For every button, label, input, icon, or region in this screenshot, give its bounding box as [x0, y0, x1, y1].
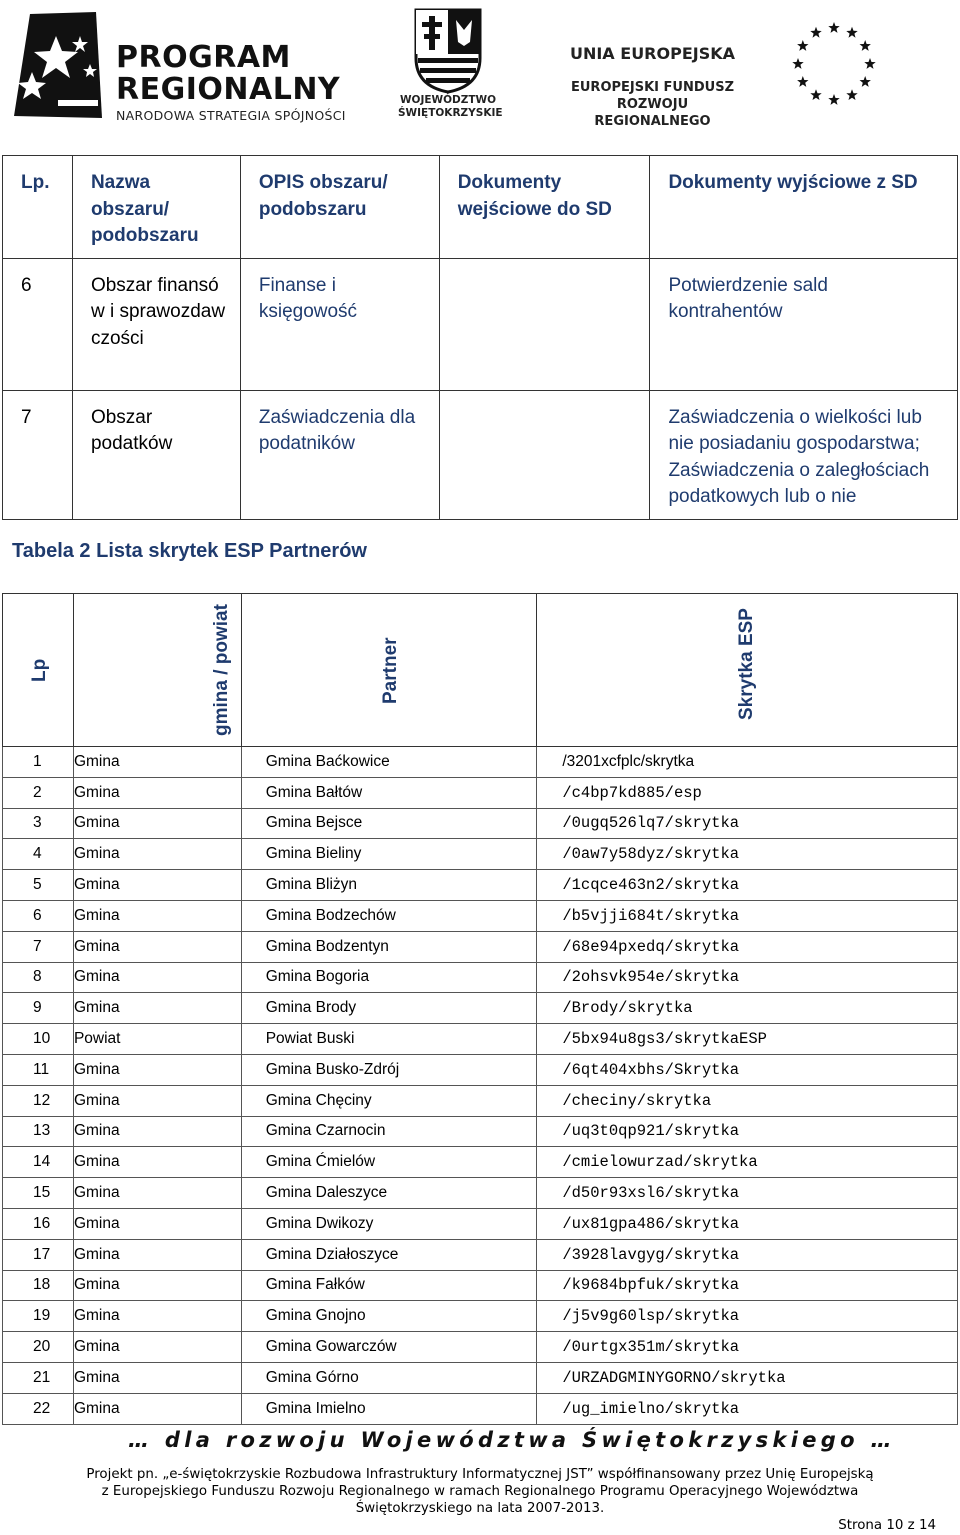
- cell-partner: Gmina Ćmielów: [241, 1147, 537, 1178]
- header-wejsciowe: Dokumenty wejściowe do SD: [439, 156, 650, 259]
- cell-partner: Gmina Górno: [241, 1362, 537, 1393]
- cell-skrytka: /d50r93xsl6/skrytka: [537, 1178, 958, 1209]
- program-regionalny-mark-icon: [10, 6, 110, 124]
- cell-skrytka: /k9684bpfuk/skrytka: [537, 1270, 958, 1301]
- cell-partner: Powiat Buski: [241, 1024, 537, 1055]
- eu-logo-line3: ROZWOJU REGIONALNEGO: [594, 97, 711, 129]
- esp-table-row: [3, 1208, 958, 1239]
- cell-gmina-powiat: Gmina: [73, 870, 241, 901]
- page-number: Strona 10 z 14: [838, 1518, 936, 1533]
- cell-partner: Gmina Fałków: [241, 1270, 537, 1301]
- esp-table-row: [3, 839, 958, 870]
- cell-lp: 19: [3, 1301, 74, 1332]
- esp-table-row: [3, 1054, 958, 1085]
- esp-table-row: [3, 1147, 958, 1178]
- esp-table-row: [3, 1301, 958, 1332]
- cell-gmina-powiat: Gmina: [73, 1301, 241, 1332]
- header-skrytka-label: Skrytka ESP: [736, 608, 758, 720]
- esp-table-row: [3, 1239, 958, 1270]
- cell-skrytka: /6qt404xbhs/Skrytka: [537, 1054, 958, 1085]
- cell-skrytka: /ux81gpa486/skrytka: [537, 1208, 958, 1239]
- cell-skrytka: /3928lavgyg/skrytka: [537, 1239, 958, 1270]
- cell-gmina-powiat: Gmina: [73, 993, 241, 1024]
- cell-gmina-powiat: Gmina: [73, 777, 241, 808]
- cell-partner: Gmina Daleszyce: [241, 1178, 537, 1209]
- footer-note-line1: Projekt pn. „e-świętokrzyskie Rozbudowa Infrastruktury Informatycznej JST” współfinansowany przez Unię Europejską: [86, 1467, 874, 1482]
- header-wyjsciowe: Dokumenty wyjściowe z SD: [650, 156, 958, 259]
- cell-gmina-powiat: Gmina: [73, 931, 241, 962]
- cell-partner: Gmina Busko-Zdrój: [241, 1054, 537, 1085]
- cell-partner: Gmina Działoszyce: [241, 1239, 537, 1270]
- cell-lp: 12: [3, 1085, 74, 1116]
- cell-skrytka: /j5v9g60lsp/skrytka: [537, 1301, 958, 1332]
- cell-lp: 20: [3, 1332, 74, 1363]
- cell-wyjsciowe: Zaświadczenia o wielkości lub nie posiadaniu gospodarstwa; Zaświadczenia o zaległościach podatkowych lub o nie: [650, 390, 958, 519]
- cell-lp: 18: [3, 1270, 74, 1301]
- crest-text-line1: WOJEWÓDZTWO: [399, 94, 497, 106]
- esp-table: [2, 593, 958, 1425]
- esp-table-row: [3, 1178, 958, 1209]
- esp-table-row: [3, 1332, 958, 1363]
- cell-skrytka: /0urtgx351m/skrytka: [537, 1332, 958, 1363]
- cell-partner: Gmina Bodzentyn: [241, 931, 537, 962]
- cell-skrytka: /0ugq526lq7/skrytka: [537, 808, 958, 839]
- esp-table-row: [3, 1085, 958, 1116]
- header-lp-label: Lp: [29, 658, 50, 682]
- program-logo-line3: NARODOWA STRATEGIA SPÓJNOŚCI: [116, 108, 346, 123]
- esp-table-header-row: [3, 594, 958, 747]
- cell-partner: Gmina Gowarczów: [241, 1332, 537, 1363]
- cell-skrytka: /3201xcfplc/skrytka: [537, 747, 958, 778]
- cell-lp: 15: [3, 1178, 74, 1209]
- cell-partner: Gmina Bejsce: [241, 808, 537, 839]
- cell-lp: 7: [3, 931, 74, 962]
- cell-gmina-powiat: Gmina: [73, 1178, 241, 1209]
- cell-gmina-powiat: Gmina: [73, 747, 241, 778]
- esp-table-row: [3, 808, 958, 839]
- cell-lp: 9: [3, 993, 74, 1024]
- cell-nazwa: [72, 258, 240, 390]
- eu-flag-icon: [750, 18, 930, 118]
- header-gmina-powiat: [73, 594, 241, 747]
- cell-gmina-powiat: Gmina: [73, 1147, 241, 1178]
- esp-table-row: [3, 1024, 958, 1055]
- cell-gmina-powiat: Gmina: [73, 1393, 241, 1424]
- crest-text-line2: ŚWIĘTOKRZYSKIE: [398, 107, 503, 119]
- cell-wyjsciowe: Potwierdzenie sald kontrahentów: [650, 258, 958, 390]
- cell-partner: Gmina Gnojno: [241, 1301, 537, 1332]
- cell-lp: 21: [3, 1362, 74, 1393]
- header-partner-label: Partner: [379, 637, 401, 704]
- cell-gmina-powiat: Gmina: [73, 962, 241, 993]
- cell-skrytka: /0aw7y58dyz/skrytka: [537, 839, 958, 870]
- program-logo-line1: PROGRAM: [116, 40, 291, 75]
- esp-table-body: [3, 747, 958, 1425]
- cell-lp: 5: [3, 870, 74, 901]
- areas-table: [2, 155, 958, 520]
- esp-table-row: [3, 1362, 958, 1393]
- cell-skrytka: /ug_imielno/skrytka: [537, 1393, 958, 1424]
- header-skrytka: [537, 594, 958, 747]
- cell-partner: Gmina Bogoria: [241, 962, 537, 993]
- crest-icon: [412, 6, 484, 94]
- header-lp: Lp.: [3, 156, 73, 259]
- cell-lp: 10: [3, 1024, 74, 1055]
- cell-skrytka: /uq3t0qp921/skrytka: [537, 1116, 958, 1147]
- cell-nazwa: Obszar podatków: [72, 390, 240, 519]
- cell-nazwa-text: Obszar finansów i sprawozdawczości: [90, 274, 226, 349]
- cell-lp: 6: [3, 900, 74, 931]
- cell-partner: Gmina Bodzechów: [241, 900, 537, 931]
- cell-lp: 14: [3, 1147, 74, 1178]
- esp-table-row: [3, 962, 958, 993]
- cell-lp: 17: [3, 1239, 74, 1270]
- cell-skrytka: /2ohsvk954e/skrytka: [537, 962, 958, 993]
- cell-lp: 16: [3, 1208, 74, 1239]
- cell-gmina-powiat: Gmina: [73, 1208, 241, 1239]
- cell-lp: 22: [3, 1393, 74, 1424]
- areas-table-row: [3, 258, 958, 390]
- esp-table-row: [3, 1393, 958, 1424]
- cell-skrytka: /c4bp7kd885/esp: [537, 777, 958, 808]
- program-regionalny-logo: [10, 6, 370, 124]
- cell-skrytka: /b5vjji684t/skrytka: [537, 900, 958, 931]
- header-nazwa: Nazwa obszaru/ podobszaru: [72, 156, 240, 259]
- areas-table-row: [3, 390, 958, 519]
- eu-logo: [560, 18, 950, 128]
- cell-gmina-powiat: Powiat: [73, 1024, 241, 1055]
- cell-gmina-powiat: Gmina: [73, 1116, 241, 1147]
- cell-gmina-powiat: Gmina: [73, 1054, 241, 1085]
- cell-partner: Gmina Bałtów: [241, 777, 537, 808]
- cell-partner: Gmina Bliżyn: [241, 870, 537, 901]
- cell-opis: Finanse i księgowość: [240, 258, 439, 390]
- cell-opis: Zaświadczenia dla podatników: [240, 390, 439, 519]
- cell-lp: 2: [3, 777, 74, 808]
- cell-lp: 7: [3, 390, 73, 519]
- esp-table-row: [3, 1270, 958, 1301]
- cell-gmina-powiat: Gmina: [73, 1239, 241, 1270]
- cell-wejsciowe: [439, 390, 650, 519]
- cell-skrytka: /1cqce463n2/skrytka: [537, 870, 958, 901]
- cell-skrytka: /URZADGMINYGORNO/skrytka: [537, 1362, 958, 1393]
- eu-logo-line2: EUROPEJSKI FUNDUSZ: [571, 80, 734, 95]
- wojewodztwo-crest-logo: [398, 6, 503, 124]
- footer-note: [0, 1466, 960, 1517]
- cell-partner: Gmina Czarnocin: [241, 1116, 537, 1147]
- esp-table-row: [3, 993, 958, 1024]
- cell-gmina-powiat: Gmina: [73, 1362, 241, 1393]
- cell-lp: 13: [3, 1116, 74, 1147]
- footer-note-line3: Świętokrzyskiego na lata 2007-2013.: [355, 1501, 605, 1516]
- cell-gmina-powiat: Gmina: [73, 808, 241, 839]
- cell-partner: Gmina Chęciny: [241, 1085, 537, 1116]
- cell-lp: 8: [3, 962, 74, 993]
- esp-table-row: [3, 1116, 958, 1147]
- cell-partner: Gmina Bieliny: [241, 839, 537, 870]
- areas-table-header-row: [3, 156, 958, 259]
- esp-table-row: [3, 900, 958, 931]
- cell-gmina-powiat: Gmina: [73, 1332, 241, 1363]
- cell-skrytka: /68e94pxedq/skrytka: [537, 931, 958, 962]
- cell-lp: 1: [3, 747, 74, 778]
- cell-partner: Gmina Brody: [241, 993, 537, 1024]
- cell-lp: 4: [3, 839, 74, 870]
- cell-gmina-powiat: Gmina: [73, 1270, 241, 1301]
- esp-table-row: [3, 931, 958, 962]
- cell-partner: Gmina Dwikozy: [241, 1208, 537, 1239]
- esp-table-row: [3, 777, 958, 808]
- eu-logo-line1: UNIA EUROPEJSKA: [569, 44, 736, 63]
- cell-skrytka: /cmielowurzad/skrytka: [537, 1147, 958, 1178]
- cell-lp: 6: [3, 258, 73, 390]
- esp-table-row: [3, 870, 958, 901]
- cell-skrytka: /5bx94u8gs3/skrytkaESP: [537, 1024, 958, 1055]
- cell-gmina-powiat: Gmina: [73, 900, 241, 931]
- cell-gmina-powiat: Gmina: [73, 839, 241, 870]
- header-opis: OPIS obszaru/ podobszaru: [240, 156, 439, 259]
- cell-wejsciowe: [439, 258, 650, 390]
- cell-partner: Gmina Baćkowice: [241, 747, 537, 778]
- program-logo-line2: REGIONALNY: [116, 72, 341, 107]
- cell-lp: 3: [3, 808, 74, 839]
- cell-gmina-powiat: Gmina: [73, 1085, 241, 1116]
- header-gmina-powiat-label: gmina / powiat: [210, 604, 232, 736]
- table-caption: Tabela 2 Lista skrytek ESP Partnerów: [12, 540, 367, 562]
- header-lp: [3, 594, 74, 747]
- header-partner: [241, 594, 537, 747]
- cell-skrytka: /checiny/skrytka: [537, 1085, 958, 1116]
- cell-lp: 11: [3, 1054, 74, 1085]
- cell-partner: Gmina Imielno: [241, 1393, 537, 1424]
- footer-note-line2: z Europejskiego Funduszu Rozwoju Regionalnego w ramach Regionalnego Programu Operacyjnego Województwa: [101, 1484, 859, 1499]
- footer-slogan: … dla rozwoju Województwa Świętokrzyskiego …: [128, 1428, 896, 1452]
- esp-table-row: [3, 747, 958, 778]
- cell-skrytka: /Brody/skrytka: [537, 993, 958, 1024]
